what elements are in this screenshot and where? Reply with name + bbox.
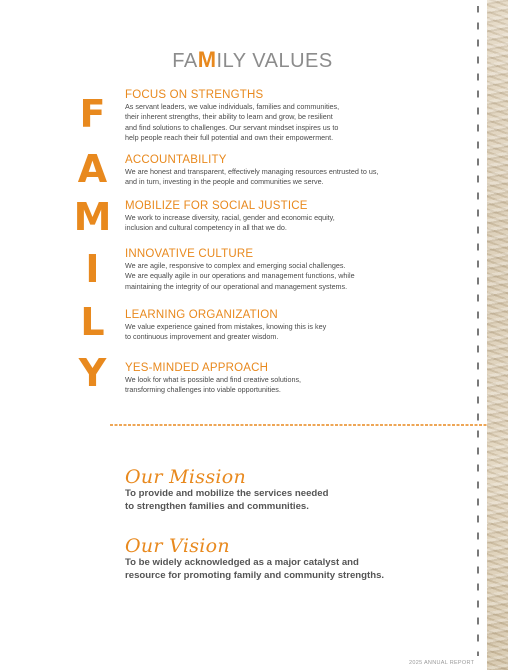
- vision-section: [125, 535, 384, 582]
- acrostic-letter-l: L: [80, 300, 105, 344]
- parchment-strip: [487, 0, 508, 670]
- title-prefix: FA: [172, 50, 198, 72]
- title-suffix: ILY VALUES: [216, 50, 333, 72]
- acrostic-letter-y: Y: [78, 351, 107, 395]
- value-heading: MOBILIZE FOR SOCIAL JUSTICE: [125, 200, 308, 212]
- acrostic-letter-a: A: [77, 147, 108, 191]
- mission-section: [125, 466, 328, 513]
- value-heading: FOCUS ON STRENGTHS: [125, 89, 264, 101]
- acrostic-letter-i: I: [85, 247, 100, 291]
- value-text: We look for what is possible and find creative solutions, transforming challenges into viable opportunities.: [125, 375, 302, 395]
- value-text: As servant leaders, we value individuals, families and communities, their inherent strengths, their ability to learn and grow, be resilient and find solutions to challenges. Our servant mindset inspires us to help people reach their full potential and own their empowerment.: [125, 102, 340, 142]
- acrostic-letter-f: F: [79, 92, 106, 136]
- value-accountability: [125, 154, 455, 188]
- dashed-border: [473, 6, 483, 656]
- value-heading: ACCOUNTABILITY: [125, 154, 227, 166]
- value-text: We are honest and transparent, effectively managing resources entrusted to us, and in turn, investing in the people and communities we serve.: [125, 167, 379, 187]
- value-yes-minded-approach: [125, 362, 455, 396]
- page-title: [0, 47, 505, 73]
- footer-label: 2025 ANNUAL REPORT: [409, 660, 475, 666]
- value-text: We value experience gained from mistakes, knowing this is key to continuous improvement and greater wisdom.: [125, 322, 327, 342]
- section-divider: [110, 423, 487, 427]
- value-mobilize-social-justice: [125, 200, 455, 234]
- mission-text: To provide and mobilize the services needed to strengthen families and communities.: [125, 488, 329, 512]
- value-text: We are agile, responsive to complex and emerging social challenges. We are equally agile in our operations and management functions, while maintaining the integrity of our operational and management systems.: [125, 261, 355, 291]
- value-text: We work to increase diversity, racial, gender and economic equity, inclusion and cultural competency in all that we do.: [125, 213, 335, 233]
- value-heading: LEARNING ORGANIZATION: [125, 309, 278, 321]
- value-focus-on-strengths: [125, 89, 455, 143]
- value-innovative-culture: [125, 248, 455, 292]
- title-highlight: M: [197, 47, 217, 72]
- value-heading: INNOVATIVE CULTURE: [125, 248, 254, 260]
- vision-heading: Our Vision: [125, 535, 230, 557]
- mission-heading: Our Mission: [125, 466, 247, 488]
- vision-text: To be widely acknowledged as a major catalyst and resource for promoting family and community strengths.: [125, 557, 385, 581]
- acrostic-letter-m: M: [73, 195, 112, 239]
- value-learning-organization: [125, 309, 455, 343]
- value-heading: YES-MINDED APPROACH: [125, 362, 269, 374]
